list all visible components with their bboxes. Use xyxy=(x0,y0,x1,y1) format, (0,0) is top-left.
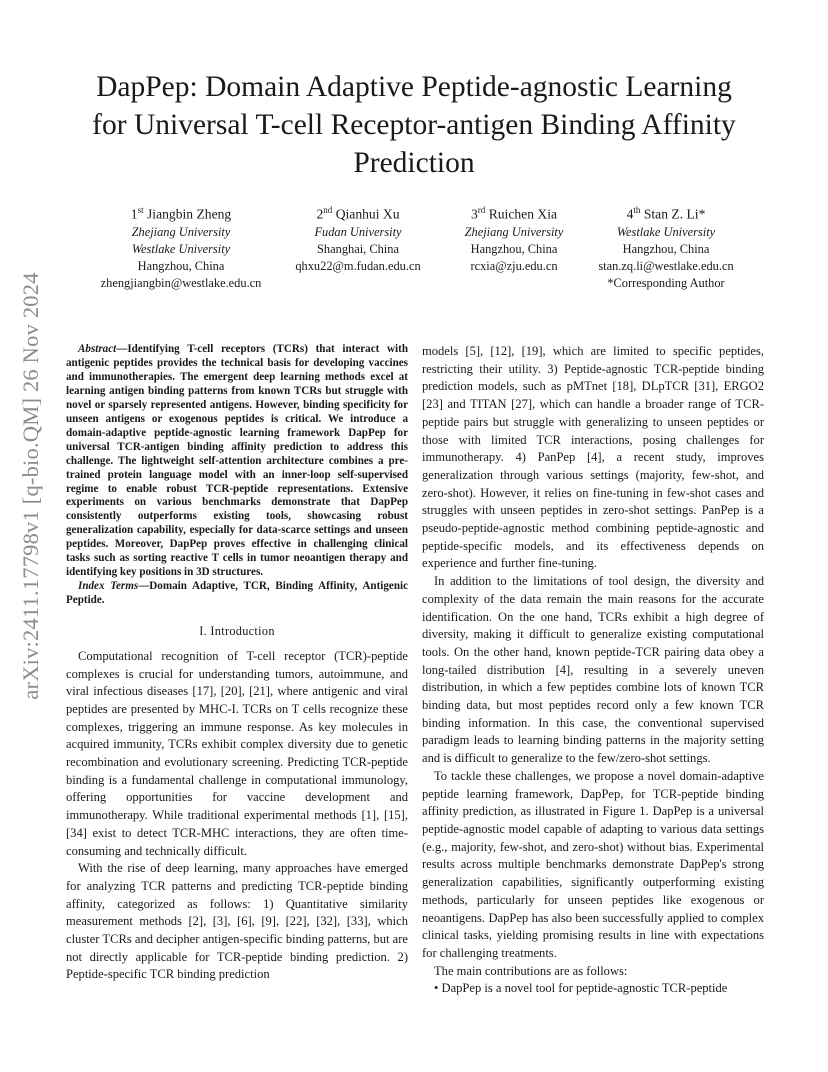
author-3: 3rd Ruichen Xia Zhejiang University Hangzhou, China rcxia@zju.edu.cn xyxy=(440,201,588,275)
index-terms-body: —Domain Adaptive, TCR, Binding Affinity, Antigenic Peptide. xyxy=(66,580,408,607)
left-column xyxy=(66,343,408,984)
author-email: stan.zq.li@westlake.edu.cn xyxy=(598,258,734,273)
author-1: 1st Jiangbin Zheng Zhejiang University Westlake University Hangzhou, China zhengjiangbin@westlake.edu.cn xyxy=(86,201,276,292)
author-2: 2nd Qianhui Xu Fudan University Shanghai, China qhxu22@m.fudan.edu.cn xyxy=(276,201,440,275)
abstract xyxy=(66,343,408,580)
author-name: Jiangbin Zheng xyxy=(147,206,232,222)
intro-paragraph-1: Computational recognition of T-cell receptor (TCR)-peptide complexes is crucial for understanding tumors, autoimmune, and viral infectious diseases [17], [20], [21], where antigenic and viral peptides are presented by MHC-I. TCRs on T cells recognize these complexes, triggering an immune response. As key molecules in acquired immunity, TCRs exhibit complex diversity due to genetic recombination and evolutionary screening. Predicting TCR-peptide binding is a fundamental challenge in computational immunology, offering opportunities for vaccine development and immunotherapy. While traditional experimental methods [1], [15], [34] exist to detect TCR-MHC interactions, they are often time-consuming and technically difficult. xyxy=(66,648,408,858)
author-email: zhengjiangbin@westlake.edu.cn xyxy=(100,275,262,290)
author-name: Ruichen Xia xyxy=(488,206,558,222)
author-location: Hangzhou, China xyxy=(470,241,558,256)
corresponding-author-note: *Corresponding Author xyxy=(607,275,725,290)
body-paragraph-2: In addition to the limitations of tool design, the diversity and complexity of the data remain the main reasons for the accurate identification. On the one hand, TCRs exhibit a high degree of diversity, making it difficult to generalize existing computational tools. On the other hand, known peptide-TCR pairing data obey a long-tailed distribution [4], resulting in a severely uneven distribution, in which a few peptides combine lots of known TCR binding data, but most peptides record only a few known TCR binding information. In this case, the conventional supervised paradigm leads to learning binding patterns in the majority setting and is difficult to generalize to the few/zero-shot settings. xyxy=(422,574,764,766)
abstract-body: —Identifying T-cell receptors (TCRs) that interact with antigenic peptides provides the technical basis for developing vaccines and immunotherapies. The emergent deep learning methods excel at learning antigen binding patterns from known TCRs but struggle with novel or sparsely represented antigens. However, binding specificity for unseen antigens or exogenous peptides is critical. We introduce a domain-adaptive peptide-agnostic learning framework DapPep for universal TCR-antigen binding affinity prediction to address this challenge. The lightweight self-attention architecture combines a pre-trained protein language model with an inner-loop self-supervised regime to enable robust TCR-peptide representations. Extensive experiments on various benchmarks demonstrate that DapPep consistently outperforms existing tools, showcasing robust generalization capability, especially for data-scarce settings and unseen peptides. Moreover, DapPep proves effective in challenging clinical tasks such as sorting reactive T cells in tumor neoantigen therapy and identifying key positions in 3D structures. xyxy=(66,343,408,579)
author-affiliation: Westlake University xyxy=(131,241,231,256)
author-affiliation: Westlake University xyxy=(616,224,716,239)
author-email: rcxia@zju.edu.cn xyxy=(470,258,558,273)
author-location: Hangzhou, China xyxy=(137,258,225,273)
arxiv-side-stamp xyxy=(6,258,56,714)
author-affiliation: Zhejiang University xyxy=(131,224,231,239)
abstract-lead: Abstract xyxy=(78,343,117,355)
right-column xyxy=(422,343,764,998)
author-name: Stan Z. Li* xyxy=(643,206,706,222)
index-terms xyxy=(66,580,408,608)
body-paragraph-1: models [5], [12], [19], which are limited to specific peptides, restricting their utility. 3) Peptide-agnostic TCR-peptide binding prediction models, such as pMTnet [18], DLpTCR [31], ERGO2 [23] and TITAN [27], which can handle a broader range of TCR-peptide pairs but struggle with generalizing to unseen peptides or those with limited TCR interactions, posing challenges for immunotherapy. 4) PanPep [4], a recent study, improves generalization through various settings (majority, few-shot, and zero-shot). However, it relies on fine-tuning in few-shot cases and struggles with unseen peptides in zero-shot settings. PanPep is a pseudo-peptide-agnostic method combining peptide-agnostic and peptide-specific models, and its effectiveness depends on experience and further fine-tuning. xyxy=(422,344,764,571)
paper-title: DapPep: Domain Adaptive Peptide-agnostic Learning for Universal T-cell Receptor-antigen Binding Affinity Prediction xyxy=(92,71,736,179)
author-location: Shanghai, China xyxy=(317,241,399,256)
author-name: Qianhui Xu xyxy=(335,206,400,222)
section-heading-introduction: I. Introduction xyxy=(199,624,275,639)
author-4: 4th Stan Z. Li* Westlake University Hangzhou, China stan.zq.li@westlake.edu.cn *Corresponding Author xyxy=(580,201,752,292)
intro-paragraph-2: With the rise of deep learning, many approaches have emerged for analyzing TCR patterns and predicting TCR-peptide binding affinity, categorized as follows: 1) Quantitative similarity measurement methods [2], [3], [6], [9], [22], [32], [33], which cluster TCRs and decipher antigen-specific binding patterns, but are not directly applicable for TCR-peptide binding prediction. 2) Peptide-specific TCR binding prediction xyxy=(66,861,408,982)
body-paragraph-3: To tackle these challenges, we propose a novel domain-adaptive peptide learning framework, DapPep, for TCR-peptide binding affinity prediction, as illustrated in Figure 1. DapPep is a universal peptide-agnostic model capable of adapting to various data settings (e.g., majority, few-shot, and zero-shot) without bias. Experimental results across multiple benchmarks demonstrate DapPep's strong generalization capabilities, significantly outperforming existing methods, particularly for unseen peptides like exogenous or neoantigens. DapPep has also been successfully applied to complex clinical tasks, yielding promising results in line with expectations for challenging treatments. xyxy=(422,768,764,960)
author-affiliation: Fudan University xyxy=(314,224,402,239)
author-affiliation: Zhejiang University xyxy=(464,224,564,239)
index-terms-lead: Index Terms xyxy=(78,580,139,593)
arxiv-identifier: arXiv:2411.17798v1 [q-bio.QM] 26 Nov 2024 xyxy=(18,272,43,700)
author-email: qhxu22@m.fudan.edu.cn xyxy=(295,258,421,273)
contribution-bullet-1: • DapPep is a novel tool for peptide-agnostic TCR-peptide xyxy=(434,981,728,996)
author-location: Hangzhou, China xyxy=(622,241,710,256)
body-paragraph-4: The main contributions are as follows: xyxy=(434,963,628,978)
